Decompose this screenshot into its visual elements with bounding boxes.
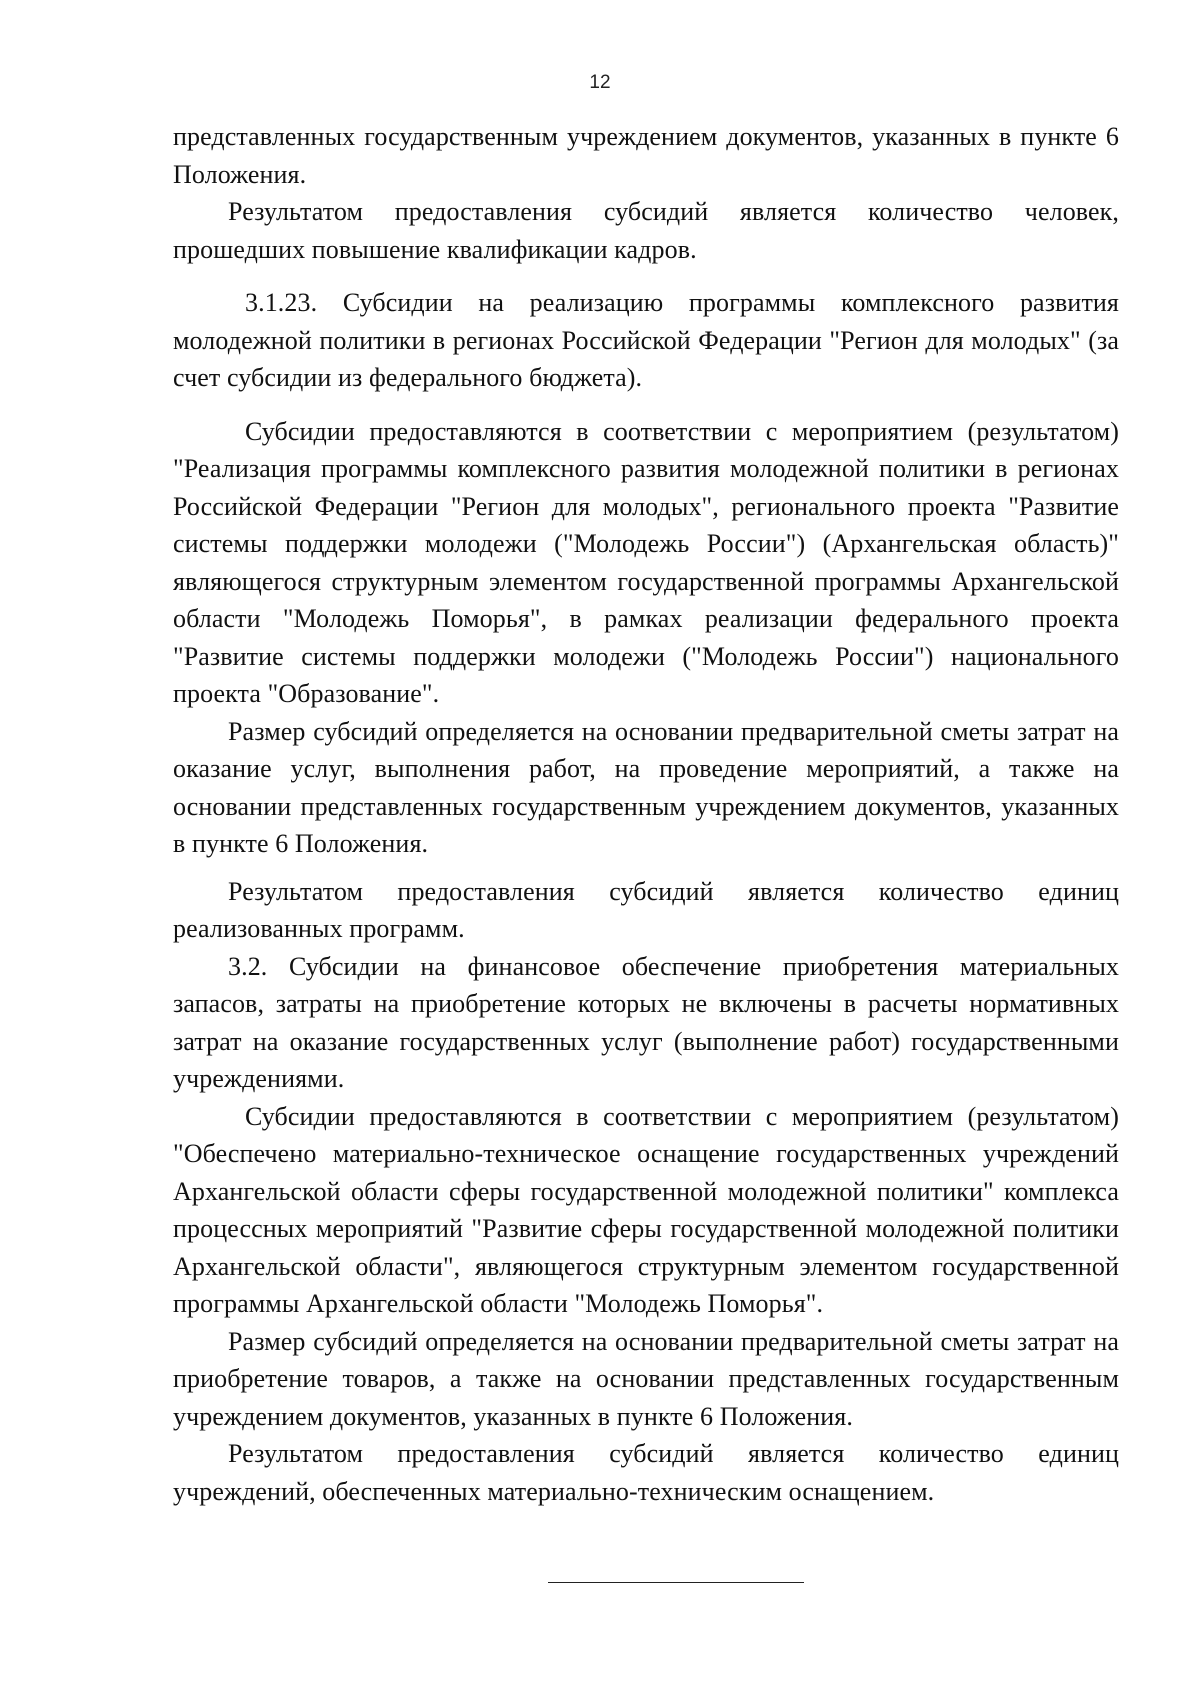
- paragraph-result-institutions: Результатом предоставления субсидий является количество единиц учреждений, обеспеченных материально-техническим оснащением.: [173, 1439, 1119, 1506]
- paragraph-subsidy-size-services: Размер субсидий определяется на основании предварительной сметы затрат на оказание услуг, выполнения работ, на проведение мероприятий, а также на основании представленных государственным учреждением документов, указанных в пункте 6 Положения.: [173, 716, 1119, 858]
- paragraph-continuation: представленных государственным учреждением документов, указанных в пункте 6 Положения.: [173, 122, 1119, 189]
- document-body: [173, 118, 1119, 1510]
- paragraph-subsidy-provision-equipment: Субсидии предоставляются в соответствии с мероприятием (результатом) "Обеспечено материально-техническое оснащение государственных учреждений Архангельской области сферы государственной молодежной политики" комплекса процессных мероприятий "Развитие сферы государственной молодежной политики Архангельской области", являющегося структурным элементом государственной программы Архангельской области "Молодежь Поморья".: [173, 1101, 1119, 1318]
- paragraph-result-qualification: Результатом предоставления субсидий является количество человек, прошедших повышение квалификации кадров.: [173, 197, 1119, 264]
- paragraph-subsidy-size-goods: Размер субсидий определяется на основании предварительной сметы затрат на приобретение товаров, а также на основании представленных государственным учреждением документов, указанных в пункте 6 Положения.: [173, 1326, 1119, 1431]
- paragraph-section-3-2: 3.2. Субсидии на финансовое обеспечение приобретения материальных запасов, затраты на приобретение которых не включены в расчеты нормативных затрат на оказание государственных услуг (выполнение работ) государственными учреждениями.: [173, 951, 1119, 1093]
- paragraph-subsidy-provision-region: Субсидии предоставляются в соответствии с мероприятием (результатом) "Реализация программы комплексного развития молодежной политики в регионах Российской Федерации "Регион для молодых", регионального проекта "Развитие системы поддержки молодежи ("Молодежь России") (Архангельская область)" являющегося структурным элементом государственной программы Архангельской области "Молодежь Поморья", в рамках реализации федерального проекта "Развитие системы поддержки молодежи ("Молодежь России") национального проекта "Образование".: [173, 416, 1119, 708]
- page-number: 12: [589, 72, 611, 93]
- paragraph-section-3-1-23: 3.1.23. Субсидии на реализацию программы комплексного развития молодежной политики в регионах Российской Федерации "Регион для молодых" (за счет субсидии из федерального бюджета).: [173, 288, 1119, 392]
- end-of-document-rule: [548, 1582, 804, 1583]
- paragraph-result-programs: Результатом предоставления субсидий является количество единиц реализованных программ.: [173, 876, 1119, 943]
